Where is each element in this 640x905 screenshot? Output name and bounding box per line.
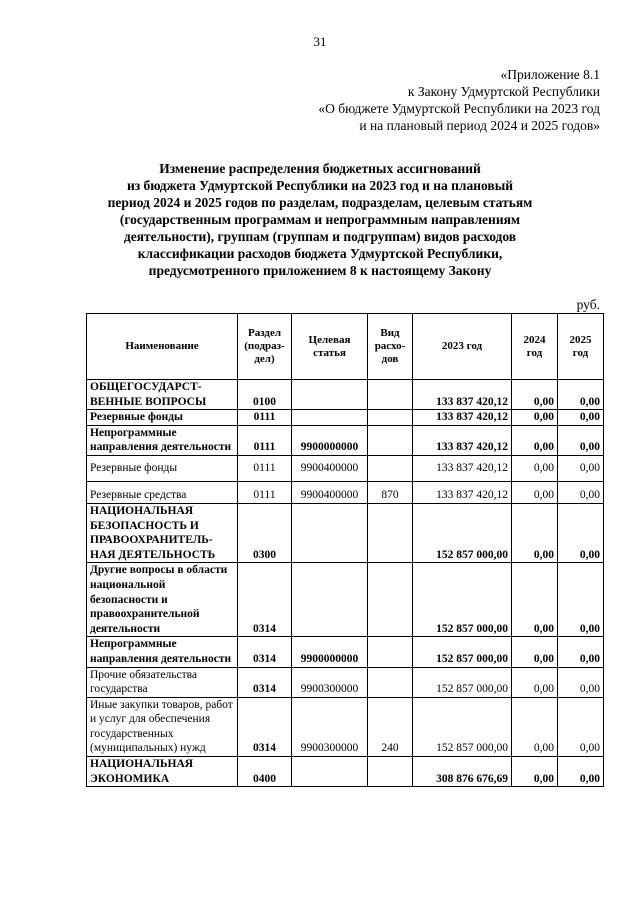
- cell-target: 9900400000: [292, 455, 368, 481]
- cell-section: 0314: [238, 697, 292, 756]
- cell-2023: 133 837 420,12: [413, 410, 512, 426]
- cell-2024: 0,00: [512, 503, 558, 562]
- table-row: [87, 410, 604, 426]
- cell-2024: 0,00: [512, 380, 558, 410]
- document-title: [70, 160, 570, 279]
- cell-2025: 0,00: [558, 667, 604, 697]
- cell-2025: 0,00: [558, 697, 604, 756]
- cell-name: НАЦИОНАЛЬНАЯ БЕЗОПАСНОСТЬ И ПРАВООХРАНИТЕЛЬ-НАЯ ДЕЯТЕЛЬНОСТЬ: [87, 503, 238, 562]
- cell-kind: [368, 757, 413, 787]
- cell-section: 0300: [238, 503, 292, 562]
- cell-2024: 0,00: [512, 697, 558, 756]
- cell-2025: 0,00: [558, 425, 604, 455]
- col-header-2025: 2025 год: [558, 314, 604, 380]
- cell-name: Другие вопросы в области национальной безопасности и правоохранительной деятельности: [87, 563, 238, 637]
- cell-2023: 133 837 420,12: [413, 481, 512, 503]
- cell-2025: 0,00: [558, 757, 604, 787]
- cell-section: 0111: [238, 425, 292, 455]
- col-header-name: Наименование: [87, 314, 238, 380]
- budget-table: [86, 313, 604, 787]
- cell-target: [292, 503, 368, 562]
- cell-kind: [368, 425, 413, 455]
- table-row: [87, 563, 604, 637]
- cell-2023: 133 837 420,12: [413, 425, 512, 455]
- annex-header: [318, 66, 600, 134]
- cell-target: [292, 563, 368, 637]
- cell-2025: 0,00: [558, 563, 604, 637]
- cell-2023: 133 837 420,12: [413, 380, 512, 410]
- cell-section: 0100: [238, 380, 292, 410]
- cell-section: 0314: [238, 637, 292, 667]
- annex-line: «О бюджете Удмуртской Республики на 2023 год: [318, 101, 600, 116]
- cell-name: ОБЩЕГОСУДАРСТ-ВЕННЫЕ ВОПРОСЫ: [87, 380, 238, 410]
- cell-2024: 0,00: [512, 563, 558, 637]
- cell-2025: 0,00: [558, 503, 604, 562]
- cell-name: Иные закупки товаров, работ и услуг для обеспечения государственных (муниципальных) нужд: [87, 697, 238, 756]
- cell-2024: 0,00: [512, 481, 558, 503]
- col-header-2024: 2024 год: [512, 314, 558, 380]
- cell-2024: 0,00: [512, 667, 558, 697]
- title-line: (государственным программам и непрограммным направлениям: [119, 212, 521, 227]
- table-row: [87, 481, 604, 503]
- cell-section: 0400: [238, 757, 292, 787]
- cell-section: 0111: [238, 410, 292, 426]
- cell-target: 9900400000: [292, 481, 368, 503]
- cell-kind: 870: [368, 481, 413, 503]
- cell-name: Прочие обязательства государства: [87, 667, 238, 697]
- cell-section: 0111: [238, 481, 292, 503]
- cell-2023: 308 876 676,69: [413, 757, 512, 787]
- cell-2023: 152 857 000,00: [413, 667, 512, 697]
- table-row: [87, 637, 604, 667]
- annex-line: к Закону Удмуртской Республики: [407, 84, 600, 99]
- cell-2023: 133 837 420,12: [413, 455, 512, 481]
- cell-name: Резервные средства: [87, 481, 238, 503]
- col-header-target: Целевая статья: [292, 314, 368, 380]
- page-number: 31: [313, 34, 327, 49]
- cell-kind: 240: [368, 697, 413, 756]
- cell-2025: 0,00: [558, 637, 604, 667]
- cell-target: [292, 380, 368, 410]
- title-line: период 2024 и 2025 годов по разделам, подразделам, целевым статьям: [107, 195, 533, 210]
- cell-2024: 0,00: [512, 637, 558, 667]
- cell-2025: 0,00: [558, 380, 604, 410]
- cell-target: 9900000000: [292, 425, 368, 455]
- cell-kind: [368, 455, 413, 481]
- cell-2023: 152 857 000,00: [413, 697, 512, 756]
- cell-kind: [368, 637, 413, 667]
- table-row: [87, 503, 604, 562]
- cell-2025: 0,00: [558, 410, 604, 426]
- table-row: [87, 757, 604, 787]
- cell-name: НАЦИОНАЛЬНАЯ ЭКОНОМИКА: [87, 757, 238, 787]
- title-line: из бюджета Удмуртской Республики на 2023 год и на плановый: [126, 178, 514, 193]
- title-line: предусмотренного приложением 8 к настоящему Закону: [148, 263, 492, 278]
- annex-line: «Приложение 8.1: [500, 67, 600, 82]
- cell-kind: [368, 667, 413, 697]
- cell-target: 9900000000: [292, 637, 368, 667]
- cell-section: 0314: [238, 563, 292, 637]
- title-line: деятельности), группам (группам и подгруппам) видов расходов: [123, 229, 517, 244]
- cell-section: 0314: [238, 667, 292, 697]
- table-row: [87, 425, 604, 455]
- table-row: [87, 697, 604, 756]
- cell-kind: [368, 380, 413, 410]
- col-header-kind: Вид расхо-дов: [368, 314, 413, 380]
- table-row: [87, 667, 604, 697]
- title-line: классификации расходов бюджета Удмуртской Республики,: [137, 246, 503, 261]
- cell-2023: 152 857 000,00: [413, 637, 512, 667]
- annex-line: и на плановый период 2024 и 2025 годов»: [359, 118, 600, 133]
- cell-2024: 0,00: [512, 410, 558, 426]
- cell-kind: [368, 410, 413, 426]
- cell-kind: [368, 563, 413, 637]
- col-header-2023: 2023 год: [413, 314, 512, 380]
- table-row: [87, 455, 604, 481]
- cell-2024: 0,00: [512, 455, 558, 481]
- cell-2024: 0,00: [512, 757, 558, 787]
- cell-name: Непрограммные направления деятельности: [87, 425, 238, 455]
- table-header-row: [87, 314, 604, 380]
- currency-unit: руб.: [576, 297, 600, 312]
- cell-2025: 0,00: [558, 455, 604, 481]
- cell-2025: 0,00: [558, 481, 604, 503]
- table-row: [87, 380, 604, 410]
- cell-target: [292, 410, 368, 426]
- cell-name: Резервные фонды: [87, 410, 238, 426]
- cell-2023: 152 857 000,00: [413, 563, 512, 637]
- cell-kind: [368, 503, 413, 562]
- cell-target: [292, 757, 368, 787]
- col-header-section: Раздел (подраз-дел): [238, 314, 292, 380]
- title-line: Изменение распределения бюджетных ассигнований: [159, 161, 481, 176]
- cell-2024: 0,00: [512, 425, 558, 455]
- cell-name: Непрограммные направления деятельности: [87, 637, 238, 667]
- cell-target: 9900300000: [292, 697, 368, 756]
- cell-2023: 152 857 000,00: [413, 503, 512, 562]
- cell-target: 9900300000: [292, 667, 368, 697]
- cell-name: Резервные фонды: [87, 455, 238, 481]
- cell-section: 0111: [238, 455, 292, 481]
